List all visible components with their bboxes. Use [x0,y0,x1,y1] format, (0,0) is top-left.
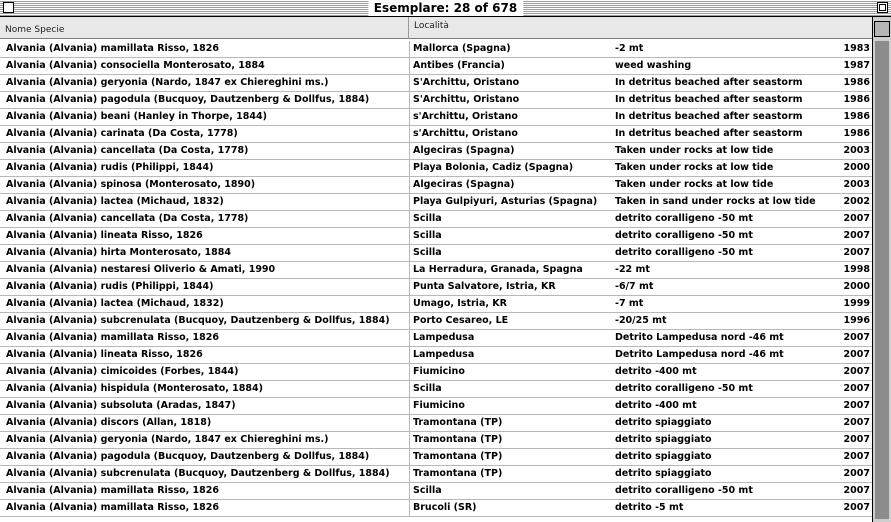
column-divider [409,160,410,177]
locality-cell: S'Archittu, Oristano [413,77,520,88]
title-bar[interactable] [0,0,891,17]
depth-note-cell: weed washing [615,60,692,71]
table-row[interactable] [0,262,872,279]
species-name-cell: Alvania (Alvania) cimicoides (Forbes, 1844) [6,366,239,377]
table-row[interactable] [0,194,872,211]
locality-cell: S'Archittu, Oristano [413,94,520,105]
table-row[interactable] [0,381,872,398]
year-cell: 1986 [843,128,870,139]
species-name-cell: Alvania (Alvania) pagodula (Bucquoy, Dautzenberg & Dollfus, 1884) [6,94,370,105]
table-row[interactable] [0,126,872,143]
depth-note-cell: detrito coralligeno -50 mt [615,213,753,224]
table-row[interactable] [0,466,872,483]
column-divider [409,92,410,109]
column-divider [409,330,410,347]
locality-cell: Lampedusa [413,332,475,343]
year-cell: 2007 [843,485,870,496]
table-row[interactable] [0,143,872,160]
column-divider [409,296,410,313]
depth-note-cell: In detritus beached after seastorm [615,128,803,139]
depth-note-cell: -6/7 mt [615,281,654,292]
species-name-cell: Alvania (Alvania) lineata Risso, 1826 [6,349,203,360]
locality-cell: Tramontana (TP) [413,451,503,462]
depth-note-cell: detrito spiaggiato [615,434,712,445]
year-cell: 2002 [843,196,870,207]
column-divider [409,126,410,143]
locality-cell: Scilla [413,485,442,496]
year-cell: 2007 [843,247,870,258]
species-name-cell: Alvania (Alvania) subcrenulata (Bucquoy, Dautzenberg & Dollfus, 1884) [6,315,390,326]
column-header-locality[interactable]: Località [414,21,449,31]
column-divider [409,75,410,92]
table-row[interactable] [0,398,872,415]
year-cell: 1986 [843,77,870,88]
species-name-cell: Alvania (Alvania) spinosa (Monterosato, 1890) [6,179,256,190]
zoom-box-icon[interactable] [877,2,888,13]
species-name-cell: Alvania (Alvania) lactea (Michaud, 1832) [6,196,224,207]
year-cell: 2007 [843,400,870,411]
species-name-cell: Alvania (Alvania) cancellata (Da Costa, 1778) [6,213,249,224]
table-row[interactable] [0,160,872,177]
locality-cell: Antibes (Francia) [413,60,505,71]
table-header [0,17,872,39]
locality-cell: Playa Bolonia, Cadiz (Spagna) [413,162,574,173]
locality-cell: s'Archittu, Oristano [413,111,518,122]
year-cell: 2007 [843,451,870,462]
species-name-cell: Alvania (Alvania) discors (Allan, 1818) [6,417,212,428]
column-divider [409,398,410,415]
year-cell: 1996 [843,315,870,326]
species-name-cell: Alvania (Alvania) lineata Risso, 1826 [6,230,203,241]
locality-cell: Umago, Istria, KR [413,298,507,309]
year-cell: 1999 [843,298,870,309]
year-cell: 2003 [843,179,870,190]
vertical-scrollbar[interactable] [872,17,891,522]
scroll-up-arrow-icon[interactable] [874,21,890,37]
depth-note-cell: Taken under rocks at low tide [615,162,774,173]
species-name-cell: Alvania (Alvania) rudis (Philippi, 1844) [6,281,214,292]
year-cell: 1986 [843,94,870,105]
locality-cell: Porto Cesareo, LE [413,315,509,326]
column-divider [409,194,410,211]
species-name-cell: Alvania (Alvania) geryonia (Nardo, 1847 ex Chiereghini ms.) [6,434,329,445]
table-row[interactable] [0,330,872,347]
species-name-cell: Alvania (Alvania) pagodula (Bucquoy, Dautzenberg & Dollfus, 1884) [6,451,370,462]
table-body [0,41,872,517]
species-name-cell: Alvania (Alvania) cancellata (Da Costa, 1778) [6,145,249,156]
column-divider [409,449,410,466]
table-row[interactable] [0,500,872,517]
year-cell: 1998 [843,264,870,275]
species-name-cell: Alvania (Alvania) lactea (Michaud, 1832) [6,298,224,309]
year-cell: 2000 [843,281,870,292]
table-row[interactable] [0,279,872,296]
depth-note-cell: detrito spiaggiato [615,417,712,428]
close-box-icon[interactable] [3,2,14,13]
table-row[interactable] [0,415,872,432]
column-divider [409,228,410,245]
locality-cell: Fiumicino [413,366,465,377]
locality-cell: La Herradura, Granada, Spagna [413,264,583,275]
table-row[interactable] [0,58,872,75]
year-cell: 2007 [843,349,870,360]
depth-note-cell: detrito -400 mt [615,400,697,411]
column-divider [409,415,410,432]
year-cell: 2003 [843,145,870,156]
table-row[interactable] [0,75,872,92]
depth-note-cell: detrito coralligeno -50 mt [615,230,753,241]
locality-cell: Tramontana (TP) [413,417,503,428]
column-divider [409,364,410,381]
depth-note-cell: Taken under rocks at low tide [615,145,774,156]
depth-note-cell: detrito coralligeno -50 mt [615,485,753,496]
year-cell: 1987 [843,60,870,71]
locality-cell: Scilla [413,230,442,241]
table-row[interactable] [0,483,872,500]
column-divider [409,109,410,126]
depth-note-cell: -22 mt [615,264,650,275]
table-row[interactable] [0,296,872,313]
table-row[interactable] [0,347,872,364]
column-divider [409,245,410,262]
locality-cell: Algeciras (Spagna) [413,145,515,156]
depth-note-cell: detrito coralligeno -50 mt [615,247,753,258]
locality-cell: Tramontana (TP) [413,434,503,445]
depth-note-cell: -7 mt [615,298,644,309]
species-name-cell: Alvania (Alvania) hirta Monterosato, 1884 [6,247,231,258]
column-divider [409,381,410,398]
table-row[interactable] [0,432,872,449]
species-name-cell: Alvania (Alvania) mamillata Risso, 1826 [6,502,219,513]
depth-note-cell: Taken under rocks at low tide [615,179,774,190]
year-cell: 2007 [843,468,870,479]
table-row[interactable] [0,92,872,109]
species-name-cell: Alvania (Alvania) carinata (Da Costa, 1778) [6,128,238,139]
column-divider [409,58,410,75]
year-cell: 1986 [843,111,870,122]
species-name-cell: Alvania (Alvania) mamillata Risso, 1826 [6,332,219,343]
table-row[interactable] [0,211,872,228]
depth-note-cell: Detrito Lampedusa nord -46 mt [615,349,784,360]
locality-cell: Playa Gulpiyuri, Asturias (Spagna) [413,196,598,207]
table-row[interactable] [0,364,872,381]
locality-cell: Mallorca (Spagna) [413,43,511,54]
column-divider [409,432,410,449]
locality-cell: Scilla [413,247,442,258]
species-name-cell: Alvania (Alvania) consociella Monterosato, 1884 [6,60,265,71]
species-name-cell: Alvania (Alvania) subsoluta (Aradas, 1847) [6,400,236,411]
year-cell: 2007 [843,213,870,224]
column-divider [409,41,410,58]
depth-note-cell: -2 mt [615,43,644,54]
species-name-cell: Alvania (Alvania) mamillata Risso, 1826 [6,485,219,496]
year-cell: 2007 [843,366,870,377]
locality-cell: Scilla [413,383,442,394]
depth-note-cell: Taken in sand under rocks at low tide [615,196,816,207]
table-row[interactable] [0,177,872,194]
locality-cell: Lampedusa [413,349,475,360]
column-divider [409,262,410,279]
year-cell: 2007 [843,332,870,343]
locality-cell: Algeciras (Spagna) [413,179,515,190]
year-cell: 2007 [843,230,870,241]
depth-note-cell: detrito -5 mt [615,502,684,513]
year-cell: 1983 [843,43,870,54]
column-divider [409,347,410,364]
table-row[interactable] [0,245,872,262]
locality-cell: Scilla [413,213,442,224]
depth-note-cell: detrito spiaggiato [615,468,712,479]
locality-cell: Brucoli (SR) [413,502,477,513]
depth-note-cell: detrito spiaggiato [615,451,712,462]
year-cell: 2000 [843,162,870,173]
column-divider [409,313,410,330]
locality-cell: Fiumicino [413,400,465,411]
species-name-cell: Alvania (Alvania) hispidula (Monterosato, 1884) [6,383,263,394]
species-name-cell: Alvania (Alvania) mamillata Risso, 1826 [6,43,219,54]
depth-note-cell: -20/25 mt [615,315,667,326]
column-divider [409,500,410,517]
table-row[interactable] [0,449,872,466]
column-divider [409,279,410,296]
species-name-cell: Alvania (Alvania) nestaresi Oliverio & Amati, 1990 [6,264,276,275]
scroll-track[interactable] [875,41,889,519]
year-cell: 2007 [843,434,870,445]
table-row[interactable] [0,228,872,245]
column-divider [409,483,410,500]
table-row[interactable] [0,41,872,58]
species-name-cell: Alvania (Alvania) beani (Hanley in Thorpe, 1844) [6,111,267,122]
species-name-cell: Alvania (Alvania) subcrenulata (Bucquoy, Dautzenberg & Dollfus, 1884) [6,468,390,479]
year-cell: 2007 [843,383,870,394]
year-cell: 2007 [843,417,870,428]
depth-note-cell: detrito coralligeno -50 mt [615,383,753,394]
depth-note-cell: In detritus beached after seastorm [615,77,803,88]
depth-note-cell: Detrito Lampedusa nord -46 mt [615,332,784,343]
species-name-cell: Alvania (Alvania) rudis (Philippi, 1844) [6,162,214,173]
depth-note-cell: In detritus beached after seastorm [615,94,803,105]
depth-note-cell: detrito -400 mt [615,366,697,377]
table-row[interactable] [0,109,872,126]
depth-note-cell: In detritus beached after seastorm [615,111,803,122]
species-name-cell: Alvania (Alvania) geryonia (Nardo, 1847 ex Chiereghini ms.) [6,77,329,88]
column-divider [409,211,410,228]
year-cell: 2007 [843,502,870,513]
locality-cell: Punta Salvatore, Istria, KR [413,281,556,292]
column-header-species[interactable]: Nome Specie [0,17,409,39]
table-row[interactable] [0,313,872,330]
column-divider [409,466,410,483]
locality-cell: Tramontana (TP) [413,468,503,479]
locality-cell: s'Archittu, Oristano [413,128,518,139]
column-divider [409,177,410,194]
column-divider [409,143,410,160]
window-title: Esemplare: 28 of 678 [368,0,523,16]
